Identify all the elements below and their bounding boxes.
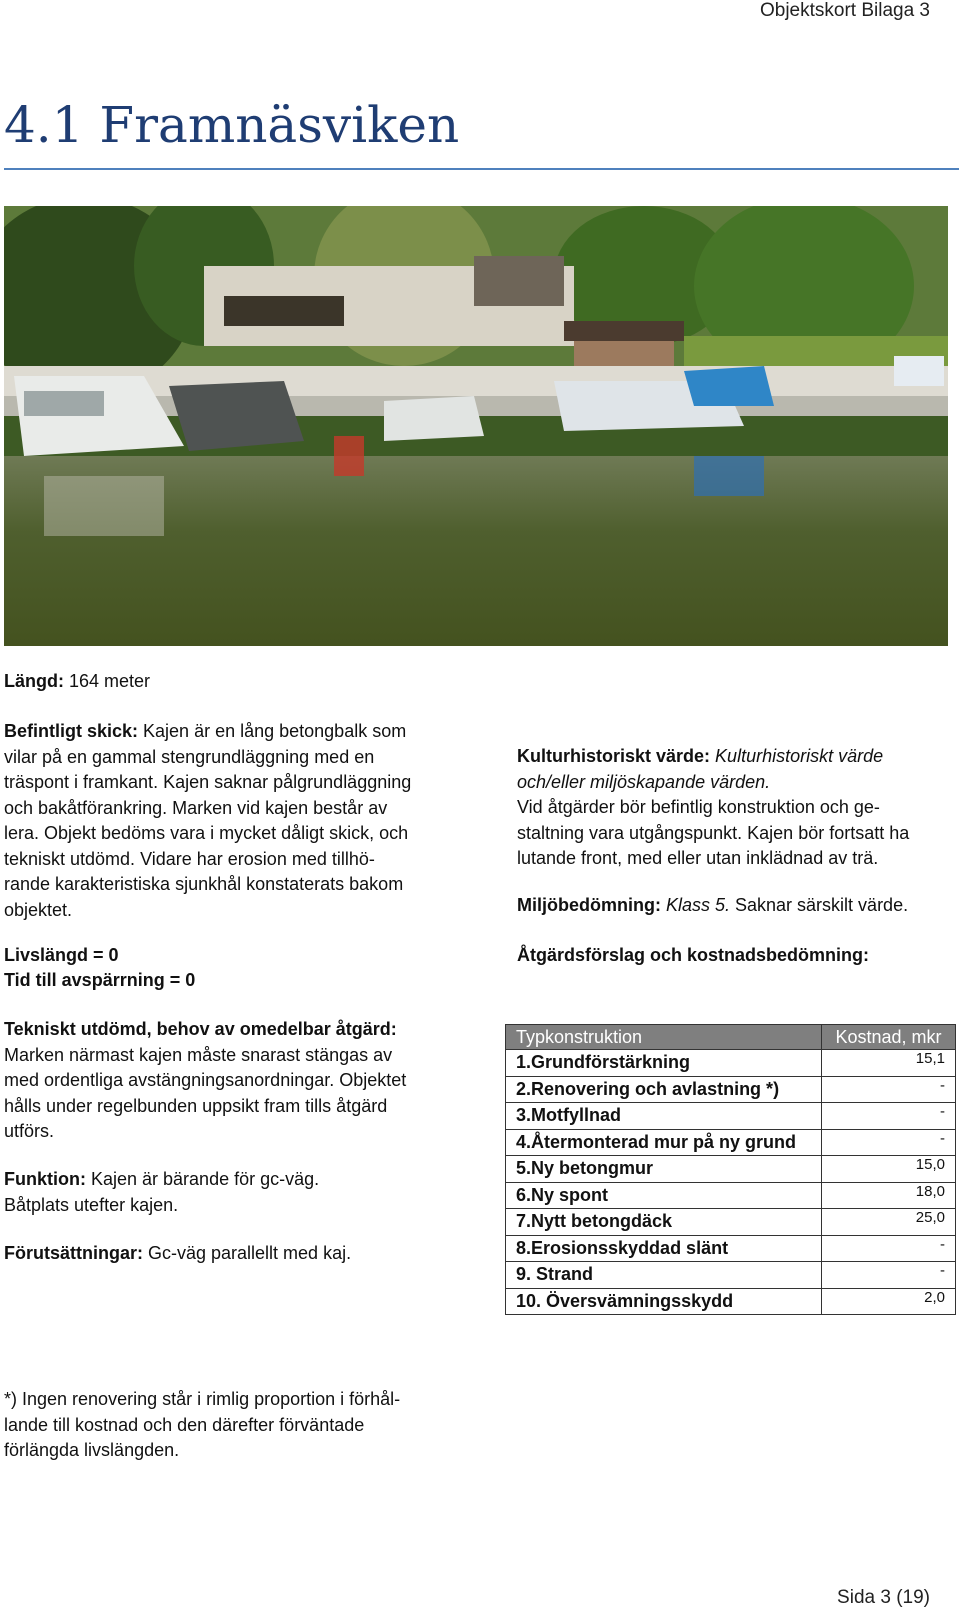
row-cost: -	[822, 1076, 956, 1103]
row-name: 1.Grundförstärkning	[506, 1050, 822, 1077]
page-title: 4.1 Framnäsviken	[4, 96, 460, 154]
condition-paragraph: Befintligt skick: Kajen är en lång betongbalk som vilar på en gammal stengrundläggning med en träspont i framkant. Kajen saknar pålgrundläggning och bakåtförankring. Marken vid kajen består av lera. Objekt bedöms vara i mycket dåligt skick, och tekniskt utdömd. Vidare har erosion med tillhö- rande karakteristiska sjunkhål konstaterats bakom objektet.	[4, 721, 412, 920]
measures-heading: Åtgärdsförslag och kostnadsbedömning:	[517, 945, 870, 965]
row-name: 6.Ny spont	[506, 1182, 822, 1209]
row-cost: -	[822, 1103, 956, 1130]
row-name: 4.Återmonterad mur på ny grund	[506, 1129, 822, 1156]
row-name: 7.Nytt betongdäck	[506, 1209, 822, 1236]
closure-time-line: Tid till avspärrning = 0	[4, 970, 196, 990]
page-number: Sida 3 (19)	[837, 1587, 930, 1608]
prerequisites-line: Förutsättningar: Gc-väg parallellt med kaj.	[4, 1243, 352, 1263]
table-row	[506, 1288, 956, 1315]
footnote: *) Ingen renovering står i rimlig proportion i förhål- lande till kostnad och den därefter förväntade förlängda livslängden.	[4, 1389, 401, 1460]
row-name: 8.Erosionsskyddad slänt	[506, 1235, 822, 1262]
title-underline	[4, 168, 959, 170]
table-row	[506, 1076, 956, 1103]
row-cost: 15,1	[822, 1050, 956, 1077]
row-cost: 15,0	[822, 1156, 956, 1183]
table-row	[506, 1235, 956, 1262]
table-row	[506, 1103, 956, 1130]
function-paragraph: Funktion: Kajen är bärande för gc-väg. Båtplats utefter kajen.	[4, 1169, 320, 1215]
row-name: 10. Översvämningsskydd	[506, 1288, 822, 1315]
row-name: 3.Motfyllnad	[506, 1103, 822, 1130]
row-cost: -	[822, 1235, 956, 1262]
row-name: 9. Strand	[506, 1262, 822, 1289]
table-row	[506, 1050, 956, 1077]
header-text: Objektskort Bilaga 3	[759, 0, 930, 21]
table-row	[506, 1182, 956, 1209]
column-header-type: Typkonstruktion	[506, 1025, 822, 1050]
row-cost: 2,0	[822, 1288, 956, 1315]
table-row	[506, 1209, 956, 1236]
row-cost: -	[822, 1129, 956, 1156]
table-header-row	[506, 1025, 956, 1050]
row-name: 5.Ny betongmur	[506, 1156, 822, 1183]
cultural-value-paragraph: Kulturhistoriskt värde: Kulturhistoriskt värde och/eller miljöskapande värden. Vid åtgärder bör befintlig konstruktion och ge- staltning vara utgångspunkt. Kajen bör fortsatt ha lutande front, med eller utan inklädnad av trä.	[517, 746, 910, 868]
row-cost: 25,0	[822, 1209, 956, 1236]
lifetime-line: Livslängd = 0	[4, 945, 119, 965]
row-cost: 18,0	[822, 1182, 956, 1209]
row-cost: -	[822, 1262, 956, 1289]
cost-table	[505, 1024, 956, 1315]
table-row	[506, 1129, 956, 1156]
environment-line: Miljöbedömning: Klass 5. Saknar särskilt värde.	[517, 895, 909, 915]
row-name: 2.Renovering och avlastning *)	[506, 1076, 822, 1103]
table-row	[506, 1156, 956, 1183]
column-header-cost: Kostnad, mkr	[822, 1025, 956, 1050]
harbor-photo	[4, 206, 948, 646]
urgent-action-paragraph: Tekniskt utdömd, behov av omedelbar åtgärd: Marken närmast kajen måste snarast stängas av med ordentliga avstängningsanordningar. Objektet hålls under regelbunden uppsikt fram tills åtgärd utförs.	[4, 1019, 407, 1141]
table-row	[506, 1262, 956, 1289]
length-line: Längd: 164 meter	[4, 671, 151, 691]
